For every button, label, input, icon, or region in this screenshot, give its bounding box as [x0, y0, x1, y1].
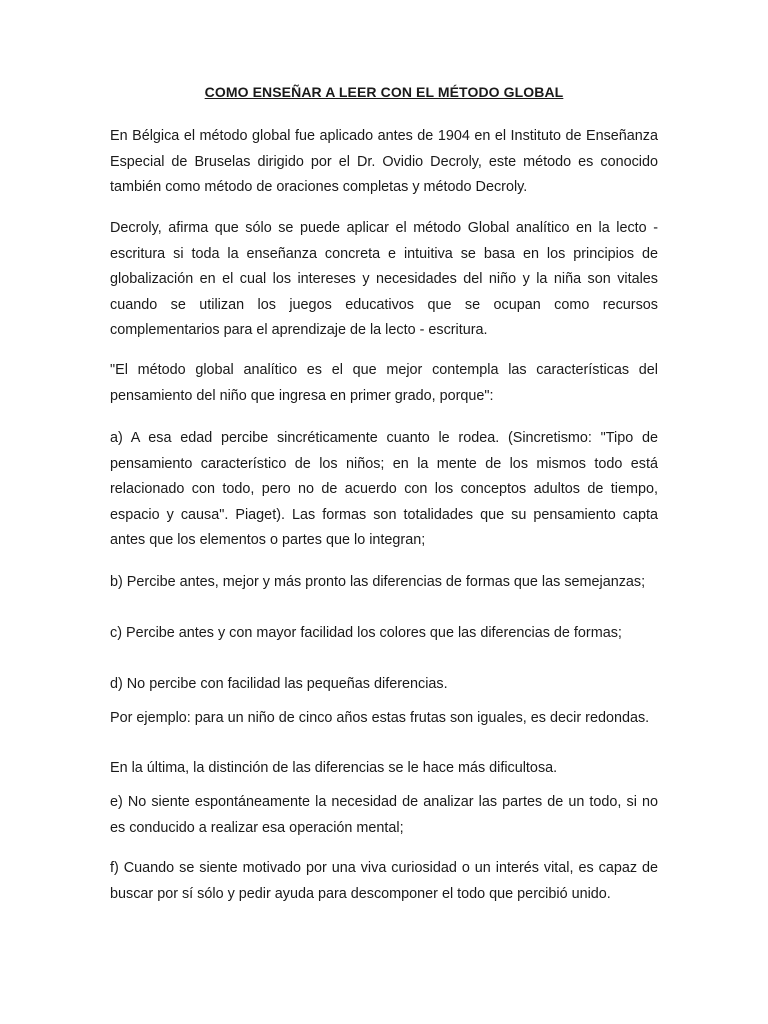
list-item-f: f) Cuando se siente motivado por una viva curiosidad o un interés vital, es capaz de buscar por sí sólo y pedir ayuda para descomponer el todo que percibió unido.: [110, 860, 658, 902]
paragraph-example: Por ejemplo: para un niño de cinco años estas frutas son iguales, es decir redondas.: [110, 710, 650, 726]
paragraph-last: En la última, la distinción de las diferencias se le hace más dificultosa.: [110, 760, 558, 776]
list-item-c: c) Percibe antes y con mayor facilidad los colores que las diferencias de formas;: [110, 625, 622, 641]
paragraph-intro: En Bélgica el método global fue aplicado antes de 1904 en el Instituto de Enseñanza Especial de Bruselas dirigido por el Dr. Ovidio Decroly, este método es conocido también como método de oraciones completas y método Decroly.: [110, 128, 658, 195]
paragraph-quote: "El método global analítico es el que mejor contempla las características del pensamiento del niño que ingresa en primer grado, porque":: [110, 362, 658, 404]
list-item-e: e) No siente espontáneamente la necesidad de analizar las partes de un todo, si no es conducido a realizar esa operación mental;: [110, 794, 658, 836]
document-title: COMO ENSEÑAR A LEER CON EL MÉTODO GLOBAL: [204, 84, 564, 100]
list-item-d: d) No percibe con facilidad las pequeñas diferencias.: [110, 676, 448, 692]
list-item-b: b) Percibe antes, mejor y más pronto las diferencias de formas que las semejanzas;: [110, 574, 646, 590]
paragraph-decroly: Decroly, afirma que sólo se puede aplicar el método Global analítico en la lecto - escritura si toda la enseñanza concreta e intuitiva se basa en los principios de globalización en el cual los intereses y necesidades del niño y la niña son vitales cuando se utilizan los juegos educativos que se ocupan como recursos complementarios para el aprendizaje de la lecto - escritura.: [110, 220, 658, 338]
list-item-a: a) A esa edad percibe sincréticamente cuanto le rodea. (Sincretismo: "Tipo de pensamiento característico de los niños; en la mente de los mismos todo está relacionado con todo, pero no de acuerdo con los conceptos adultos de tiempo, espacio y causa". Piaget). Las formas son totalidades que su pensamiento capta antes que los elementos o partes que lo integran;: [110, 430, 658, 548]
document-page: [110, 0, 658, 1024]
